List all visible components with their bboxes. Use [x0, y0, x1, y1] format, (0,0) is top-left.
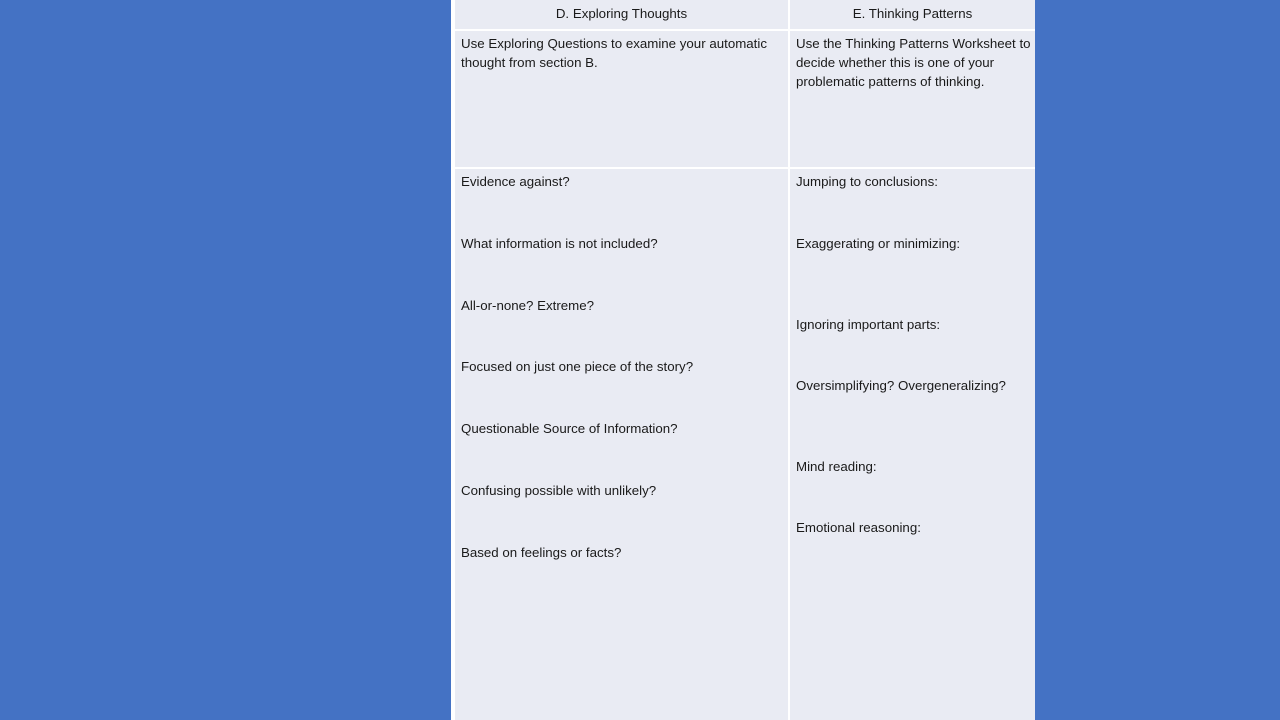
list-item: Emotional reasoning:: [796, 520, 921, 535]
list-item: Focused on just one piece of the story?: [461, 359, 694, 374]
worksheet-table: [451, 0, 1035, 720]
list-item: Based on feelings or facts?: [461, 545, 622, 560]
header-exploring-thoughts: D. Exploring Thoughts: [455, 0, 788, 29]
questions-cell: [455, 169, 788, 720]
list-item: Oversimplifying? Overgeneralizing?: [796, 378, 1006, 393]
list-item: Questionable Source of Information?: [461, 421, 678, 436]
list-item: Jumping to conclusions:: [796, 174, 938, 189]
list-item: Ignoring important parts:: [796, 317, 941, 332]
list-item: All-or-none? Extreme?: [461, 298, 595, 313]
intro-text-left: Use Exploring Questions to examine your automatic thought from section B.: [461, 36, 767, 70]
header-thinking-patterns: E. Thinking Patterns: [790, 0, 1035, 29]
list-item: What information is not included?: [461, 236, 658, 251]
list-item: Exaggerating or minimizing:: [796, 236, 961, 251]
intro-text-right: Use the Thinking Patterns Worksheet to decide whether this is one of your problematic patterns of thinking.: [796, 36, 1031, 89]
intro-cell-right: [790, 31, 1035, 167]
list-item: Evidence against?: [461, 174, 570, 189]
list-item: Confusing possible with unlikely?: [461, 483, 657, 498]
list-item: Mind reading:: [796, 459, 877, 474]
patterns-cell: [790, 169, 1035, 720]
intro-cell-left: [455, 31, 788, 167]
